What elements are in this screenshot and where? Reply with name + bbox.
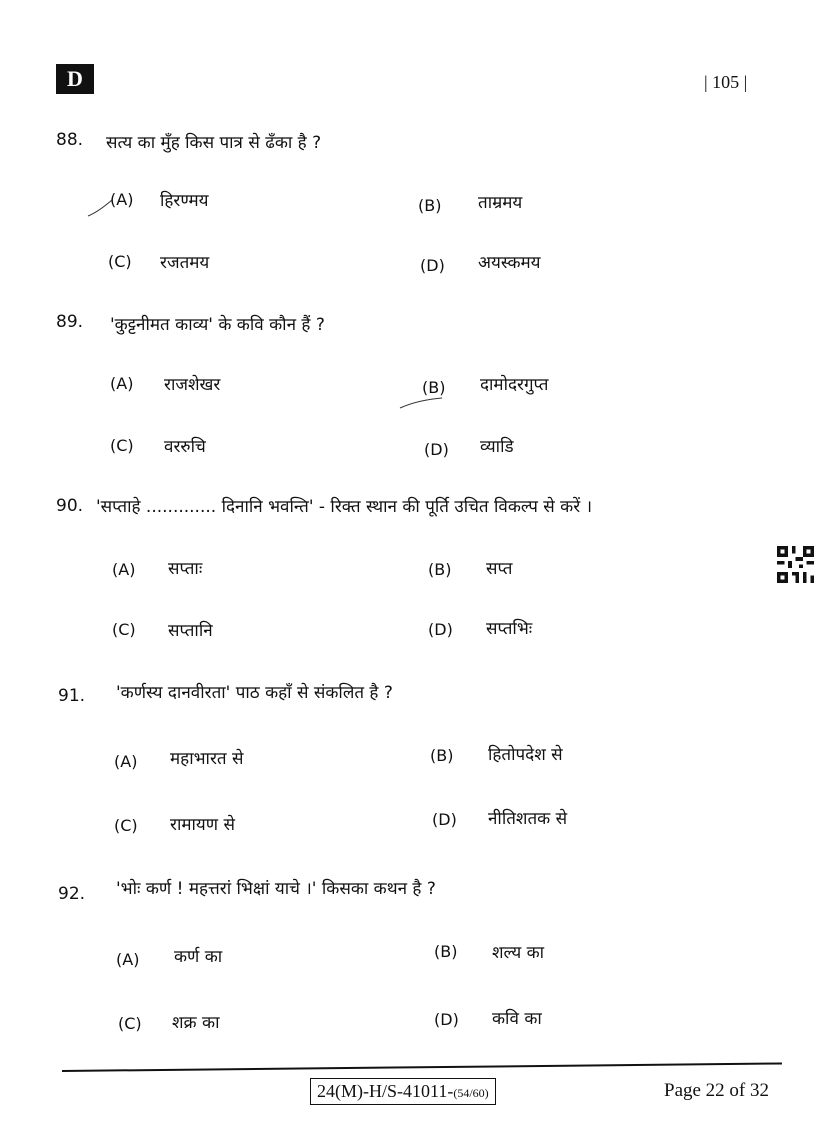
q88-option-b-label: (B) — [418, 196, 442, 215]
q91-option-a-text: महाभारत से — [170, 749, 244, 769]
q89-option-c-label: (C) — [110, 436, 134, 455]
page-of-total: Page 22 of 32 — [664, 1080, 770, 1101]
paper-code: 24(M)-H/S-41011- — [317, 1081, 454, 1101]
q88-option-a-label: (A) — [110, 190, 134, 209]
q90-option-a-label: (A) — [112, 560, 136, 579]
q90-option-c-text: सप्तानि — [168, 621, 213, 641]
q92-option-c-label: (C) — [118, 1014, 142, 1033]
question-90-number: 90. — [56, 496, 84, 516]
q90-option-d-label: (D) — [428, 620, 453, 639]
q88-option-b-text: ताम्रमय — [478, 193, 523, 213]
q91-option-d-text: नीतिशतक से — [488, 809, 568, 829]
q90-option-b-label: (B) — [428, 560, 452, 579]
question-89-number: 89. — [56, 312, 84, 332]
question-90-text: 'सप्ताहे ............. दिनानि भवन्ति' - रिक्त स्थान की पूर्ति उचित विकल्प से करें । — [96, 497, 593, 517]
q91-option-b-label: (B) — [430, 746, 454, 765]
page-number-mark: | 105 | — [704, 72, 748, 92]
question-89-text: 'कुट्टनीमत काव्य' के कवि कौन हैं ? — [110, 315, 325, 335]
q91-option-d-label: (D) — [432, 810, 457, 829]
answer-tick-mark-icon — [86, 196, 116, 220]
answer-tick-mark-icon — [398, 394, 446, 414]
q89-option-c-text: वररुचि — [164, 437, 206, 457]
q92-option-a-label: (A) — [116, 950, 140, 969]
q91-option-c-text: रामायण से — [170, 815, 235, 835]
q89-option-a-label: (A) — [110, 374, 134, 393]
q90-option-a-text: सप्ताः — [168, 559, 203, 579]
q89-option-b-label: (B) — [422, 378, 446, 397]
question-88-number: 88. — [56, 130, 84, 150]
q90-option-c-label: (C) — [112, 620, 136, 639]
q88-option-d-label: (D) — [420, 256, 445, 275]
q89-option-d-label: (D) — [424, 440, 449, 459]
q88-option-c-text: रजतमय — [160, 253, 210, 273]
question-88-text: सत्य का मुँह किस पात्र से ढँका है ? — [106, 133, 322, 153]
question-92-number: 92. — [58, 884, 86, 904]
q88-option-d-text: अयस्कमय — [478, 253, 541, 273]
q92-option-d-text: कवि का — [492, 1009, 542, 1029]
question-91-text: 'कर्णस्य दानवीरता' पाठ कहाँ से संकलित है ? — [116, 683, 393, 703]
q92-option-d-label: (D) — [434, 1010, 459, 1029]
q89-option-a-text: राजशेखर — [164, 375, 221, 395]
q92-option-a-text: कर्ण का — [174, 947, 223, 967]
set-code-badge: D — [56, 64, 94, 94]
paper-code-box — [310, 1078, 496, 1105]
question-92-text: 'भोः कर्ण ! महत्तरां भिक्षां याचे ।' किसका कथन है ? — [116, 879, 436, 899]
q90-option-b-text: सप्त — [486, 559, 513, 579]
q91-option-a-label: (A) — [114, 752, 138, 771]
q92-option-c-text: शक्र का — [172, 1013, 220, 1033]
q89-option-b-text: दामोदरगुप्त — [480, 375, 549, 395]
question-91-number: 91. — [58, 686, 86, 706]
footer-rule — [62, 1062, 782, 1072]
q90-option-d-text: सप्तभिः — [486, 619, 533, 639]
qr-code-icon — [777, 546, 814, 583]
q89-option-d-text: व्याडि — [480, 437, 514, 457]
q88-option-a-text: हिरण्मय — [160, 191, 209, 211]
q91-option-c-label: (C) — [114, 816, 138, 835]
q92-option-b-text: शल्य का — [492, 943, 545, 963]
q91-option-b-text: हितोपदेश से — [488, 745, 563, 765]
q88-option-c-label: (C) — [108, 252, 132, 271]
paper-code-suffix: (54/60) — [453, 1086, 489, 1100]
q92-option-b-label: (B) — [434, 942, 458, 961]
